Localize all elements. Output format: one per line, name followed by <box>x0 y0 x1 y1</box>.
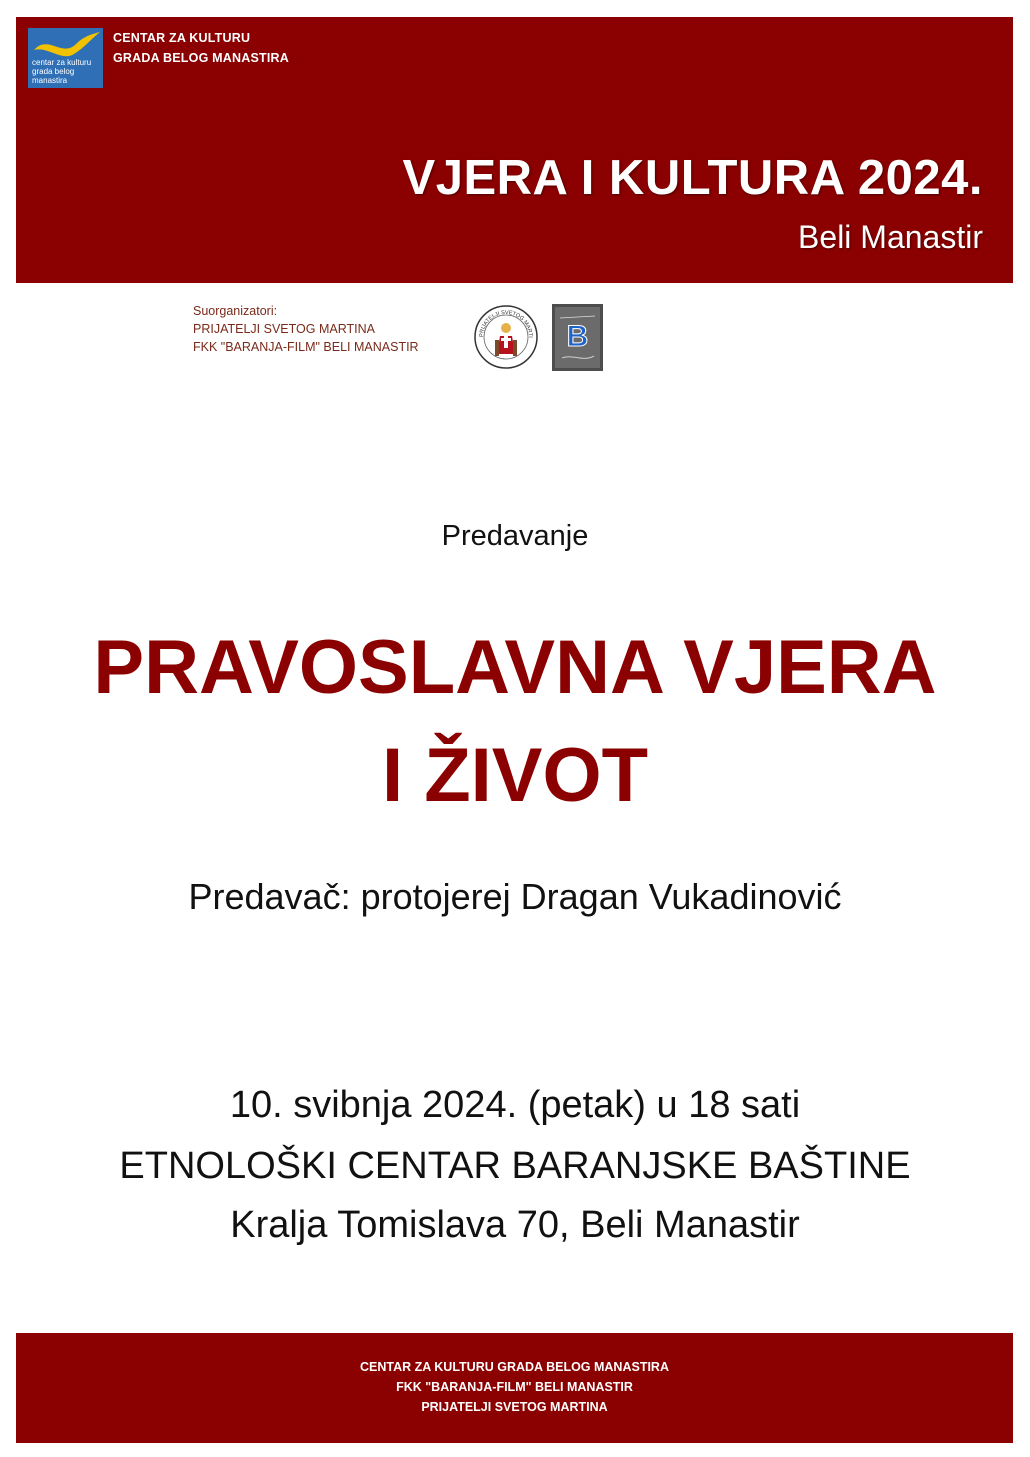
logo-text-line1: centar za kulturu <box>32 58 92 67</box>
event-address: Kralja Tomislava 70, Beli Manastir <box>230 1204 800 1246</box>
lecture-type-label: Predavanje <box>441 520 589 552</box>
footer-band <box>16 1333 1013 1443</box>
event-date: 10. svibnja 2024. (petak) u 18 sati <box>229 1084 801 1126</box>
header-band <box>16 17 1013 283</box>
footer-line2: FKK "BARANJA-FILM" BELI MANASTIR <box>396 1380 633 1394</box>
lecture-speaker: Predavač: protojerej Dragan Vukadinović <box>188 876 842 917</box>
event-venue: ETNOLOŠKI CENTAR BARANJSKE BAŠTINE <box>119 1145 911 1187</box>
coorganizer-2: FKK "BARANJA-FILM" BELI MANASTIR <box>193 340 419 354</box>
festival-city: Beli Manastir <box>798 219 983 255</box>
center-for-culture-logo <box>28 28 103 88</box>
org-name-line2: GRADA BELOG MANASTIRA <box>113 51 289 65</box>
coorganizer-1: PRIJATELJI SVETOG MARTINA <box>193 322 375 336</box>
saint-martin-logo <box>473 304 539 370</box>
coorganizers-block <box>193 302 419 356</box>
lecture-title <box>0 614 1030 830</box>
coorganizers-label: Suorganizatori: <box>193 304 278 318</box>
footer-line3: PRIJATELJI SVETOG MARTINA <box>421 1400 608 1414</box>
lecture-title-line1: PRAVOSLAVNA VJERA <box>93 625 937 710</box>
film-logo-letter: B <box>566 320 589 353</box>
footer-organizers <box>16 1357 1013 1417</box>
org-name-line1: CENTAR ZA KULTURU <box>113 31 251 45</box>
organization-name <box>113 28 289 68</box>
logo-text-line2: grada belog manastira <box>32 67 75 85</box>
martin-logo-text: PRIJATELJI SVETOG MARTI <box>478 309 534 338</box>
lecture-title-line2: I ŽIVOT <box>382 733 648 818</box>
baranja-film-logo <box>552 304 603 371</box>
festival-title: VJERA I KULTURA 2024. <box>402 151 983 205</box>
footer-line1: CENTAR ZA KULTURU GRADA BELOG MANASTIRA <box>359 1360 669 1374</box>
